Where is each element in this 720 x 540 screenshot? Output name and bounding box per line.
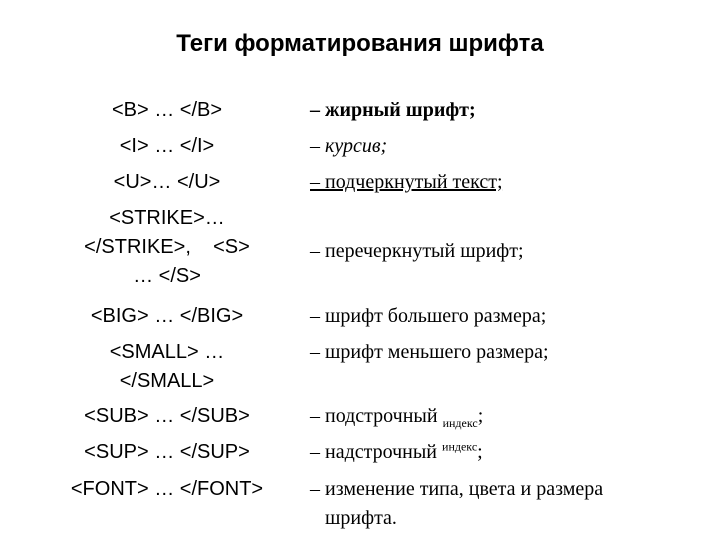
- desc-sub-end: ;: [477, 405, 484, 427]
- desc-sub-index: индекс: [442, 416, 478, 430]
- tag-strike-line-1: <STRIKE>…: [109, 207, 225, 229]
- desc-sup-end: ;: [477, 441, 483, 463]
- slide-title: Теги форматирования шрифта: [176, 30, 544, 57]
- desc-sup: [310, 437, 710, 468]
- desc-font-line-1: – изменение типа, цвета и размера: [310, 478, 604, 500]
- desc-small: – шрифт меньшего размера;: [310, 341, 549, 363]
- tag-bold: <B> … </B>: [111, 99, 223, 121]
- tag-sub: <SUB> … </SUB>: [84, 405, 250, 427]
- desc-font-line-2: шрифта.: [325, 507, 397, 529]
- desc-italic: – курсив;: [310, 135, 388, 157]
- desc-sup-text: – надстрочный: [310, 441, 443, 463]
- tag-strike-line-2: </STRIKE>, <S>: [84, 236, 250, 258]
- desc-underline: – подчеркнутый текст;: [310, 171, 503, 193]
- tag-small-line-2: </SMALL>: [119, 370, 215, 392]
- tag-sup: <SUP> … </SUP>: [84, 441, 250, 463]
- tag-big: <BIG> … </BIG>: [90, 305, 244, 327]
- desc-strike: – перечеркнутый шрифт;: [310, 240, 524, 262]
- desc-sub-text: – подстрочный: [310, 405, 443, 427]
- desc-big: – шрифт большего размера;: [310, 305, 547, 327]
- tag-underline: <U>… </U>: [113, 171, 221, 193]
- tag-small-line-1: <SMALL> …: [109, 341, 225, 363]
- desc-sup-index: индекс: [442, 439, 478, 454]
- desc-sub: [310, 401, 710, 432]
- desc-bold: – жирный шрифт;: [310, 99, 476, 121]
- tag-font: <FONT> … </FONT>: [70, 478, 264, 500]
- tag-italic: <I> … </I>: [119, 135, 215, 157]
- tag-strike-line-3: … </S>: [133, 265, 201, 287]
